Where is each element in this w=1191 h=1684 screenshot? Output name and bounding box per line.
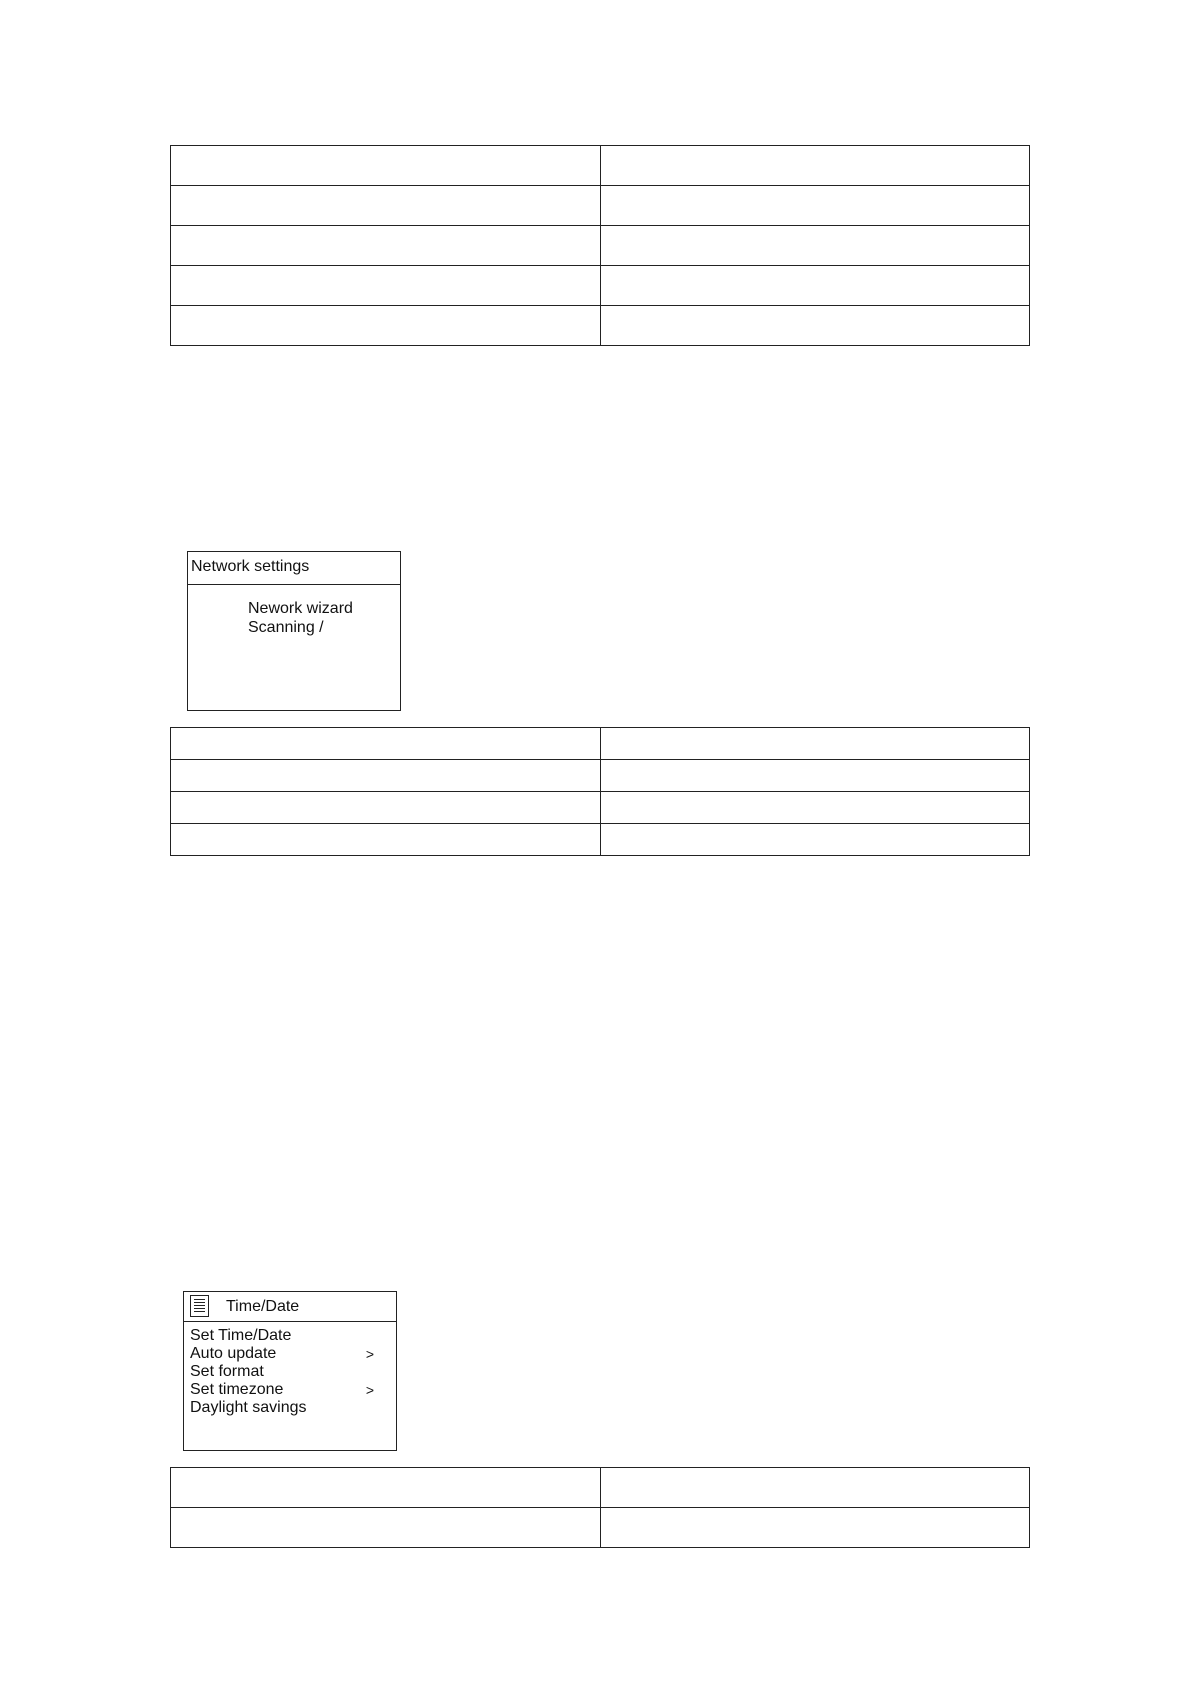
table-row xyxy=(171,760,1030,792)
menu-item-auto-update xyxy=(190,1345,380,1363)
table-cell xyxy=(171,186,601,226)
table-cell xyxy=(600,226,1030,266)
table-cell xyxy=(171,1508,601,1548)
table-row xyxy=(171,266,1030,306)
table-cell xyxy=(600,186,1030,226)
table-cell xyxy=(171,792,601,824)
menu-item-set-format xyxy=(190,1363,380,1381)
menu-item-set-timezone xyxy=(190,1381,380,1399)
screen-line-wizard: Nework wizard xyxy=(248,600,353,617)
table-cell xyxy=(600,760,1030,792)
timedate-screen xyxy=(183,1291,397,1451)
screen-header xyxy=(184,1292,396,1322)
menu-item-label: Set Time/Date xyxy=(190,1327,292,1344)
table-row xyxy=(171,1468,1030,1508)
table-row xyxy=(171,728,1030,760)
menu-list xyxy=(184,1322,396,1417)
table-cell xyxy=(600,824,1030,856)
chevron-right-icon: > xyxy=(365,1382,374,1398)
table-row xyxy=(171,306,1030,346)
menu-item-daylight-savings xyxy=(190,1399,380,1417)
menu-item-set-time-date xyxy=(190,1327,380,1345)
table-cell xyxy=(600,1508,1030,1548)
screen-body xyxy=(188,585,400,637)
table-cell xyxy=(600,146,1030,186)
table-top xyxy=(170,145,1030,346)
menu-item-label: Set format xyxy=(190,1363,264,1380)
table-row xyxy=(171,146,1030,186)
table-cell xyxy=(171,226,601,266)
table-cell xyxy=(171,760,601,792)
menu-list-icon xyxy=(190,1295,209,1317)
table-cell xyxy=(171,146,601,186)
table-cell xyxy=(171,306,601,346)
table-middle xyxy=(170,727,1030,856)
table-cell xyxy=(600,792,1030,824)
table-cell xyxy=(600,266,1030,306)
screen-title: Network settings xyxy=(188,552,400,585)
table-row xyxy=(171,792,1030,824)
table-cell xyxy=(600,306,1030,346)
screen-line-scanning: Scanning / xyxy=(248,619,324,636)
table-row xyxy=(171,226,1030,266)
table-cell xyxy=(171,824,601,856)
network-settings-screen xyxy=(187,551,401,711)
table-row xyxy=(171,824,1030,856)
table-row xyxy=(171,1508,1030,1548)
table-cell xyxy=(600,1468,1030,1508)
table-cell xyxy=(171,728,601,760)
table-cell xyxy=(171,266,601,306)
table-cell xyxy=(171,1468,601,1508)
table-cell xyxy=(600,728,1030,760)
menu-item-label: Daylight savings xyxy=(190,1399,307,1416)
table-bottom xyxy=(170,1467,1030,1548)
menu-item-label: Auto update xyxy=(190,1345,277,1362)
table-row xyxy=(171,186,1030,226)
screen-title: Time/Date xyxy=(226,1298,300,1315)
chevron-right-icon: > xyxy=(365,1346,374,1362)
menu-item-label: Set timezone xyxy=(190,1381,284,1398)
